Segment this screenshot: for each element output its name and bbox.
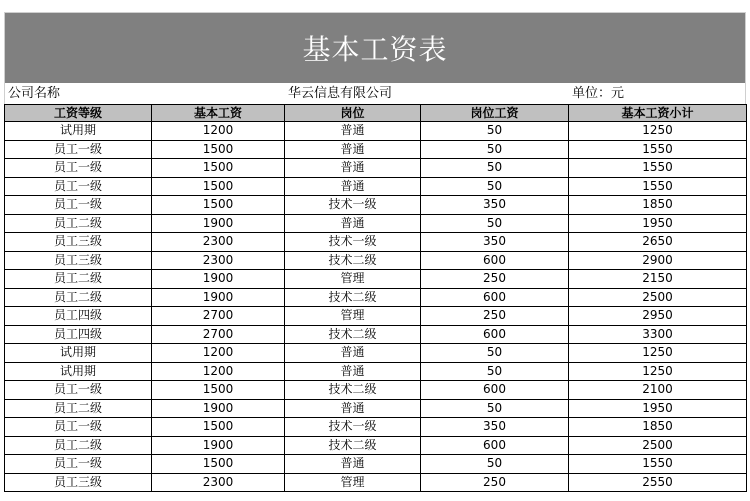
position-cell[interactable]: 技术二级 [285, 381, 421, 400]
header-position-salary[interactable]: 岗位工资 [421, 105, 569, 122]
grade-cell[interactable]: 员工四级 [5, 325, 152, 344]
base-salary-cell[interactable]: 2700 [152, 307, 285, 326]
position-cell[interactable]: 技术一级 [285, 233, 421, 252]
grade-cell[interactable]: 试用期 [5, 122, 152, 141]
table-row [5, 288, 747, 307]
subtotal-cell[interactable]: 2500 [569, 288, 747, 307]
grade-cell[interactable]: 员工三级 [5, 473, 152, 492]
position-cell[interactable]: 技术一级 [285, 418, 421, 437]
subtotal-cell[interactable]: 1550 [569, 140, 747, 159]
position-salary-cell[interactable]: 600 [421, 288, 569, 307]
unit-cell[interactable]: 单位：元 [572, 86, 625, 101]
subtotal-cell[interactable]: 2550 [569, 473, 747, 492]
grade-cell[interactable]: 员工一级 [5, 381, 152, 400]
position-cell[interactable]: 普通 [285, 344, 421, 363]
grade-cell[interactable]: 试用期 [5, 344, 152, 363]
base-salary-cell[interactable]: 1500 [152, 140, 285, 159]
grade-cell[interactable]: 员工一级 [5, 418, 152, 437]
grade-cell[interactable]: 员工三级 [5, 233, 152, 252]
position-cell[interactable]: 技术一级 [285, 196, 421, 215]
position-cell[interactable]: 普通 [285, 214, 421, 233]
table-row [5, 122, 747, 141]
position-cell[interactable]: 普通 [285, 159, 421, 178]
position-salary-cell[interactable]: 250 [421, 473, 569, 492]
position-salary-cell[interactable]: 50 [421, 122, 569, 141]
position-cell[interactable]: 普通 [285, 399, 421, 418]
header-subtotal[interactable]: 基本工资小计 [569, 105, 747, 122]
subtotal-cell[interactable]: 2100 [569, 381, 747, 400]
base-salary-cell[interactable]: 1200 [152, 362, 285, 381]
position-salary-cell[interactable]: 50 [421, 362, 569, 381]
subtotal-cell[interactable]: 2900 [569, 251, 747, 270]
base-salary-cell[interactable]: 1900 [152, 399, 285, 418]
subtotal-cell[interactable]: 2950 [569, 307, 747, 326]
sheet-title: 基本工资表 [302, 33, 448, 66]
table-row [5, 177, 747, 196]
position-salary-cell[interactable]: 350 [421, 196, 569, 215]
position-salary-cell[interactable]: 50 [421, 399, 569, 418]
grade-cell[interactable]: 员工一级 [5, 159, 152, 178]
position-cell[interactable]: 技术二级 [285, 251, 421, 270]
grade-cell[interactable]: 试用期 [5, 362, 152, 381]
table-body [5, 122, 747, 492]
grade-cell[interactable]: 员工二级 [5, 399, 152, 418]
subtotal-cell[interactable]: 2650 [569, 233, 747, 252]
table-row [5, 473, 747, 492]
position-cell[interactable]: 普通 [285, 362, 421, 381]
position-cell[interactable]: 技术二级 [285, 288, 421, 307]
subtotal-cell[interactable]: 1950 [569, 214, 747, 233]
table-row [5, 381, 747, 400]
table-row [5, 436, 747, 455]
grade-cell[interactable]: 员工三级 [5, 251, 152, 270]
subtotal-cell[interactable]: 1250 [569, 362, 747, 381]
position-cell[interactable]: 管理 [285, 473, 421, 492]
position-salary-cell[interactable]: 50 [421, 177, 569, 196]
position-salary-cell[interactable]: 250 [421, 307, 569, 326]
header-position[interactable]: 岗位 [285, 105, 421, 122]
subtotal-cell[interactable]: 1550 [569, 177, 747, 196]
base-salary-cell[interactable]: 2300 [152, 473, 285, 492]
subtotal-cell[interactable]: 3300 [569, 325, 747, 344]
position-salary-cell[interactable]: 50 [421, 140, 569, 159]
table-row [5, 196, 747, 215]
position-cell[interactable]: 普通 [285, 140, 421, 159]
subtotal-cell[interactable]: 1550 [569, 455, 747, 474]
grade-cell[interactable]: 员工二级 [5, 436, 152, 455]
grade-cell[interactable]: 员工二级 [5, 288, 152, 307]
position-salary-cell[interactable]: 600 [421, 325, 569, 344]
position-salary-cell[interactable]: 350 [421, 418, 569, 437]
grade-cell[interactable]: 员工二级 [5, 214, 152, 233]
base-salary-cell[interactable]: 2300 [152, 233, 285, 252]
salary-sheet [4, 12, 746, 492]
base-salary-cell[interactable]: 1900 [152, 270, 285, 289]
base-salary-cell[interactable]: 2700 [152, 325, 285, 344]
table-row [5, 362, 747, 381]
table-row [5, 159, 747, 178]
grade-cell[interactable]: 员工一级 [5, 177, 152, 196]
base-salary-cell[interactable]: 1900 [152, 214, 285, 233]
base-salary-cell[interactable]: 2300 [152, 251, 285, 270]
table-header-row [5, 105, 747, 122]
position-salary-cell[interactable]: 350 [421, 233, 569, 252]
company-label-cell[interactable]: 公司名称 [8, 86, 61, 101]
position-salary-cell[interactable]: 50 [421, 344, 569, 363]
grade-cell[interactable]: 员工四级 [5, 307, 152, 326]
subtotal-cell[interactable]: 1850 [569, 418, 747, 437]
position-cell[interactable]: 普通 [285, 177, 421, 196]
position-cell[interactable]: 技术二级 [285, 436, 421, 455]
position-salary-cell[interactable]: 250 [421, 270, 569, 289]
base-salary-cell[interactable]: 1500 [152, 381, 285, 400]
base-salary-cell[interactable]: 1500 [152, 418, 285, 437]
subtotal-cell[interactable]: 1950 [569, 399, 747, 418]
position-salary-cell[interactable]: 600 [421, 251, 569, 270]
grade-cell[interactable]: 员工一级 [5, 196, 152, 215]
salary-table [4, 104, 747, 492]
table-row [5, 307, 747, 326]
base-salary-cell[interactable]: 1500 [152, 455, 285, 474]
table-row [5, 270, 747, 289]
subtotal-cell[interactable]: 1850 [569, 196, 747, 215]
grade-cell[interactable]: 员工二级 [5, 270, 152, 289]
sheet-title-cell[interactable] [4, 12, 746, 83]
base-salary-cell[interactable]: 1500 [152, 177, 285, 196]
base-salary-cell[interactable]: 1200 [152, 344, 285, 363]
grade-cell[interactable]: 员工一级 [5, 455, 152, 474]
header-base-salary[interactable]: 基本工资 [152, 105, 285, 122]
header-grade[interactable]: 工资等级 [5, 105, 152, 122]
subtotal-cell[interactable]: 2500 [569, 436, 747, 455]
table-row [5, 214, 747, 233]
table-row [5, 251, 747, 270]
subtotal-cell[interactable]: 1550 [569, 159, 747, 178]
table-row [5, 325, 747, 344]
table-row [5, 455, 747, 474]
table-row [5, 140, 747, 159]
table-row [5, 418, 747, 437]
position-salary-cell[interactable]: 50 [421, 214, 569, 233]
table-row [5, 233, 747, 252]
base-salary-cell[interactable]: 1500 [152, 196, 285, 215]
position-cell[interactable]: 普通 [285, 455, 421, 474]
subtotal-cell[interactable]: 2150 [569, 270, 747, 289]
table-row [5, 399, 747, 418]
position-salary-cell[interactable]: 600 [421, 381, 569, 400]
info-row [4, 83, 746, 104]
base-salary-cell[interactable]: 1900 [152, 288, 285, 307]
position-cell[interactable]: 管理 [285, 270, 421, 289]
subtotal-cell[interactable]: 1250 [569, 344, 747, 363]
base-salary-cell[interactable]: 1900 [152, 436, 285, 455]
position-cell[interactable]: 普通 [285, 122, 421, 141]
subtotal-cell[interactable]: 1250 [569, 122, 747, 141]
table-row [5, 344, 747, 363]
position-salary-cell[interactable]: 50 [421, 159, 569, 178]
position-cell[interactable]: 技术二级 [285, 325, 421, 344]
position-salary-cell[interactable]: 50 [421, 455, 569, 474]
base-salary-cell[interactable]: 1500 [152, 159, 285, 178]
position-cell[interactable]: 管理 [285, 307, 421, 326]
position-salary-cell[interactable]: 600 [421, 436, 569, 455]
base-salary-cell[interactable]: 1200 [152, 122, 285, 141]
grade-cell[interactable]: 员工一级 [5, 140, 152, 159]
company-name-cell[interactable]: 华云信息有限公司 [288, 86, 393, 101]
